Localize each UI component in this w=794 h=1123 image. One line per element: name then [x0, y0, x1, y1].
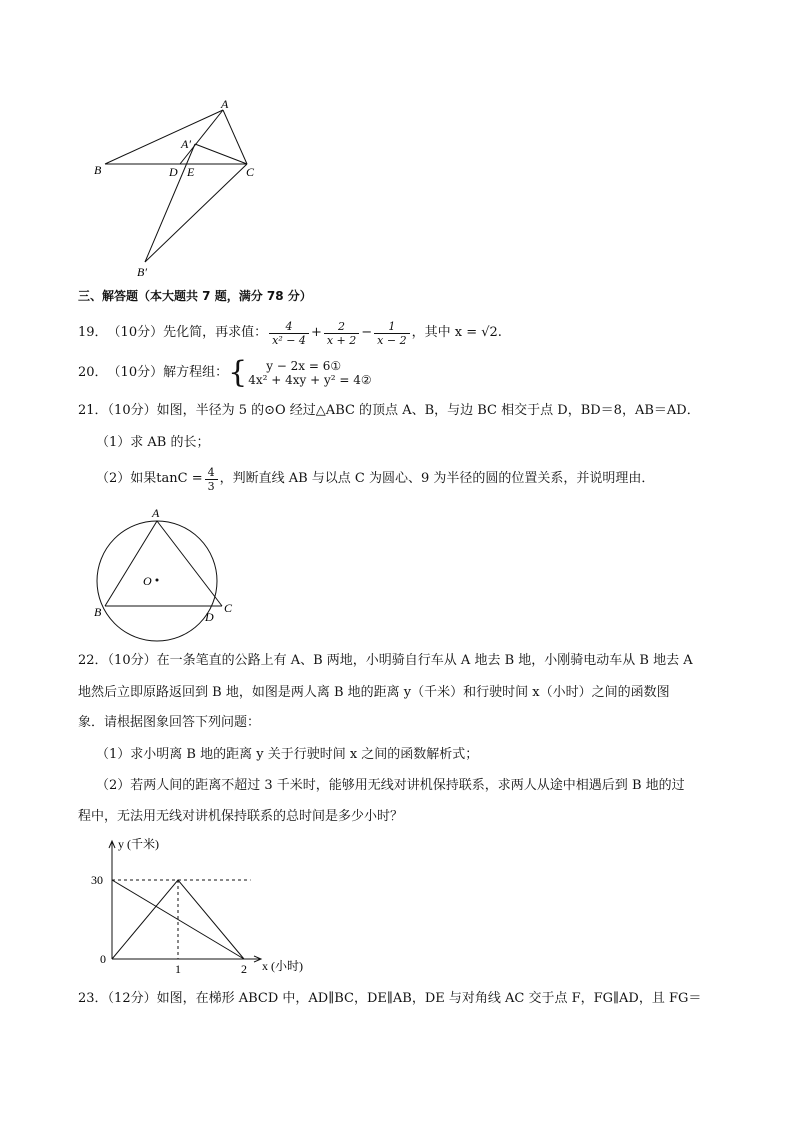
- fraction-1-over-x-2: $\frac{1}{x - 2}$: [374, 320, 409, 347]
- question-20: [78, 356, 372, 390]
- question-23: 23．（12分）如图，在梯形 ABCD 中，AD∥BC，DE∥AB，DE 与对角线 AC 交于点 F，FG∥AD，且 FG＝: [78, 991, 702, 1006]
- segment-BA: [105, 110, 223, 164]
- q20-score: （10分）: [107, 365, 164, 380]
- q20-text: 解方程组：: [163, 365, 229, 380]
- x-axis-label: x (小时): [262, 959, 303, 973]
- label-C: C: [224, 601, 233, 615]
- fraction-4-over-x2-4: $\frac{4}{\text{x² − 4}}$: [269, 320, 309, 347]
- y-tick-label: 30: [91, 873, 103, 887]
- label-B: B: [94, 605, 102, 619]
- label-O: O: [143, 574, 152, 588]
- equation-system: [248, 359, 371, 387]
- brace-icon: {: [228, 355, 248, 390]
- axes: [109, 841, 261, 962]
- q21-sub1: （1）求 AB 的长；: [96, 435, 210, 450]
- segment-B2C: [145, 164, 247, 262]
- x-tick-label: 1: [175, 962, 181, 976]
- q19-score: （10分）: [107, 325, 164, 340]
- center-dot: [156, 579, 159, 582]
- fraction-4-over-3: $\frac{4}{3}$: [205, 466, 218, 493]
- q22-sub2-line2: 程中，无法用无线对讲机保持联系的总时间是多少小时？: [78, 809, 404, 824]
- q22-sub1: （1）求小明离 B 地的距离 y 关于行驶时间 x 之间的函数解析式；: [96, 747, 479, 762]
- question-22-line2: 地然后立即原路返回到 B 地，如图是两人离 B 地的距离 y（千米）和行驶时间 x（小时）之间的函数图: [78, 685, 670, 700]
- figure-circle: [88, 503, 248, 645]
- segment-AC: [157, 521, 222, 606]
- q22-sub2-line1: （2）若两人间的距离不超过 3 千米时，能够用无线对讲机保持联系，求两人从途中相遇后到 B 地的过: [96, 778, 685, 793]
- origin-label: 0: [100, 952, 106, 966]
- question-19: 19． （10分） 先化简，再求值： $\frac{4}{\text{x² − 4}}$ + $\frac{2}{x + 2}$ − $\frac{1}{x - 2}$ ，其中 x = √2.: [78, 319, 502, 347]
- question-21: 21．（10分）如图，半径为 5 的⊙O 经过△ABC 的顶点 A、B，与边 BC 相交于点 D，BD＝8，AB＝AD．: [78, 403, 700, 418]
- q19-number: 19．: [78, 325, 108, 340]
- equation-2: 4x² + 4xy + y² = 4②: [248, 373, 372, 387]
- label-B: B: [94, 163, 102, 177]
- question-22-line1: 22．（10分）在一条笔直的公路上有 A、B 两地，小明骑自行车从 A 地去 B 地，小刚骑电动车从 B 地去 A: [78, 653, 693, 668]
- q19-text: 先化简，再求值：: [163, 325, 268, 340]
- q21-sub2: （2）如果tanC = $\frac{4}{3}$ ，判断直线 AB 与以点 C 为圆心、9 为半径的圆的位置关系，并说明理由．: [96, 465, 655, 493]
- label-D: D: [169, 165, 178, 179]
- label-A: A: [221, 97, 229, 111]
- q20-number: 20．: [78, 365, 108, 380]
- label-E: E: [187, 165, 195, 179]
- distance-time-chart: [88, 834, 328, 979]
- label-A: A: [152, 506, 160, 520]
- segment-A2B2: [145, 144, 195, 262]
- x-tick-label: 2: [241, 962, 247, 976]
- label-B-prime: B′: [137, 265, 147, 279]
- y-axis-label: y (千米): [118, 837, 159, 851]
- question-22-line3: 象．请根据图象回答下列问题：: [78, 715, 261, 730]
- label-A-prime: A′: [181, 137, 191, 151]
- figure-triangles: [85, 92, 275, 282]
- label-D: D: [205, 610, 214, 624]
- fraction-2-over-x+2: $\frac{2}{x + 2}$: [324, 320, 359, 347]
- q19-condition: ，其中 x = √2.: [411, 325, 502, 340]
- label-C: C: [246, 165, 255, 179]
- section-title: 三、解答题（本大题共 7 题，满分 78 分）: [78, 289, 312, 303]
- segment-AB: [105, 521, 157, 606]
- equation-1: y − 2x = 6①: [266, 359, 342, 373]
